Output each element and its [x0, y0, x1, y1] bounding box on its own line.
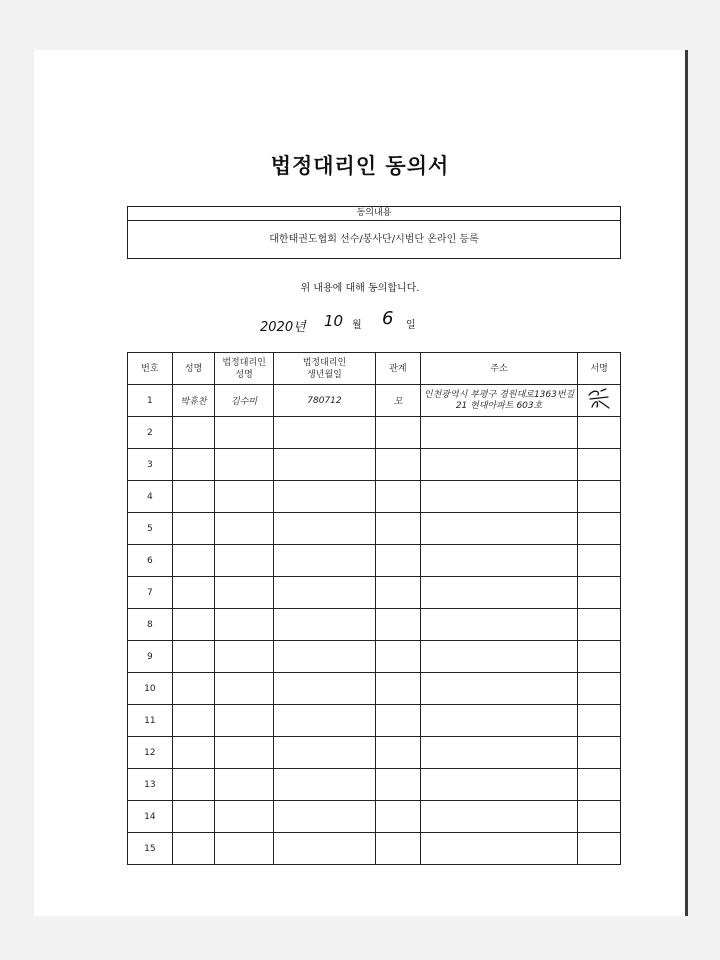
consent-header: 동의내용 [128, 207, 620, 221]
address-cell [420, 673, 578, 705]
table-row [128, 577, 621, 609]
col-header-guardian-birth: 법정대리인 생년월일 [273, 353, 375, 385]
guardian-birthdate-cell [273, 833, 375, 865]
row-number-cell: 3 [128, 449, 173, 481]
date-year: 2020년 [260, 320, 306, 335]
table-row [128, 545, 621, 577]
table-row [128, 673, 621, 705]
guardian-name-cell [215, 513, 274, 545]
student-name-cell [172, 417, 215, 449]
date-day-label: 일 [406, 320, 416, 331]
signature-cell [578, 481, 621, 513]
table-row [128, 641, 621, 673]
table-row [128, 449, 621, 481]
relation-cell [376, 769, 421, 801]
table-row [128, 705, 621, 737]
page-title: 법정대리인 동의서 [270, 154, 450, 178]
student-name-cell [172, 545, 215, 577]
row-number-cell: 4 [128, 481, 173, 513]
agreement-text: 위 내용에 대해 동의합니다. [300, 283, 420, 294]
signature-cell [578, 801, 621, 833]
address-cell [420, 737, 578, 769]
guardian-birthdate-cell [273, 481, 375, 513]
table-row [128, 801, 621, 833]
student-name-cell [172, 449, 215, 481]
col-header-address: 주소 [420, 353, 578, 385]
guardian-birthdate-cell [273, 769, 375, 801]
relation-cell [376, 513, 421, 545]
relation-cell [376, 577, 421, 609]
row-number-cell: 1 [128, 385, 173, 417]
table-row [128, 417, 621, 449]
signature-cell [578, 737, 621, 769]
table-row [128, 385, 621, 417]
guardian-name-cell [215, 769, 274, 801]
col-header-relation: 관계 [376, 353, 421, 385]
row-number-cell: 6 [128, 545, 173, 577]
address-cell: 인천광역시 부평구 경원대로1363번길 21 현대아파트 603호 [420, 385, 578, 417]
address-cell [420, 545, 578, 577]
signature-cell [578, 705, 621, 737]
guardian-name-cell: 김수미 [215, 385, 274, 417]
row-number-cell: 12 [128, 737, 173, 769]
col-header-name: 성명 [172, 353, 215, 385]
relation-cell [376, 801, 421, 833]
row-number-cell: 14 [128, 801, 173, 833]
date-month-label: 월 [352, 320, 362, 331]
guardian-birthdate-cell [273, 705, 375, 737]
table-row [128, 481, 621, 513]
guardian-name-cell [215, 737, 274, 769]
guardian-birthdate-cell [273, 513, 375, 545]
row-number-cell: 2 [128, 417, 173, 449]
relation-cell [376, 737, 421, 769]
relation-cell [376, 609, 421, 641]
col-header-guardian-name: 법정대리인 성명 [215, 353, 274, 385]
student-name-cell [172, 737, 215, 769]
guardian-birthdate-cell [273, 417, 375, 449]
guardian-birthdate-cell [273, 641, 375, 673]
address-cell [420, 449, 578, 481]
guardian-birthdate-cell [273, 801, 375, 833]
address-cell [420, 833, 578, 865]
relation-cell [376, 833, 421, 865]
guardian-birthdate-cell [273, 449, 375, 481]
student-name-cell [172, 577, 215, 609]
relation-cell [376, 705, 421, 737]
row-number-cell: 10 [128, 673, 173, 705]
address-cell [420, 641, 578, 673]
student-name-cell [172, 609, 215, 641]
col-header-number: 번호 [128, 353, 173, 385]
date-row [34, 308, 686, 338]
signature-cell [578, 577, 621, 609]
signature-cell [578, 385, 621, 417]
row-number-cell: 15 [128, 833, 173, 865]
student-name-cell [172, 833, 215, 865]
date-day: 6 [382, 308, 394, 329]
guardian-name-cell [215, 801, 274, 833]
guardian-name-cell [215, 705, 274, 737]
relation-cell [376, 545, 421, 577]
row-number-cell: 13 [128, 769, 173, 801]
relation-cell [376, 417, 421, 449]
guardian-birthdate-cell [273, 737, 375, 769]
address-cell [420, 609, 578, 641]
address-cell [420, 577, 578, 609]
signature-cell [578, 513, 621, 545]
signature-cell [578, 417, 621, 449]
signature-cell [578, 449, 621, 481]
guardian-name-cell [215, 545, 274, 577]
consent-box [127, 206, 621, 259]
guardian-name-cell [215, 449, 274, 481]
guardian-name-cell [215, 833, 274, 865]
guardian-name-cell [215, 641, 274, 673]
row-number-cell: 7 [128, 577, 173, 609]
table-row [128, 833, 621, 865]
guardian-name-cell [215, 417, 274, 449]
student-name-cell [172, 769, 215, 801]
table-header-row [128, 353, 621, 385]
guardian-name-cell [215, 577, 274, 609]
guardian-birthdate-cell [273, 673, 375, 705]
table-row [128, 769, 621, 801]
relation-cell: 모 [376, 385, 421, 417]
address-cell [420, 705, 578, 737]
guardian-name-cell [215, 673, 274, 705]
guardian-name-cell [215, 481, 274, 513]
consent-content: 대한태권도협회 선수/봉사단/시범단 온라인 등록 [269, 234, 479, 245]
address-cell [420, 513, 578, 545]
student-name-cell [172, 705, 215, 737]
signature-cell [578, 545, 621, 577]
guardian-birthdate-cell [273, 609, 375, 641]
row-number-cell: 9 [128, 641, 173, 673]
page-edge-line [685, 50, 688, 916]
address-cell [420, 801, 578, 833]
relation-cell [376, 449, 421, 481]
handwritten-signature-icon [586, 387, 612, 411]
row-number-cell: 11 [128, 705, 173, 737]
student-name-cell [172, 513, 215, 545]
table-body [128, 385, 621, 865]
row-number-cell: 5 [128, 513, 173, 545]
date-month: 10 [324, 312, 344, 330]
relation-cell [376, 673, 421, 705]
student-name-cell [172, 801, 215, 833]
guardian-name-cell [215, 609, 274, 641]
signature-cell [578, 833, 621, 865]
relation-cell [376, 641, 421, 673]
table-row [128, 609, 621, 641]
row-number-cell: 8 [128, 609, 173, 641]
relation-cell [376, 481, 421, 513]
student-name-cell [172, 481, 215, 513]
student-name-cell [172, 641, 215, 673]
guardian-birthdate-cell [273, 577, 375, 609]
signature-cell [578, 673, 621, 705]
signature-cell [578, 769, 621, 801]
address-cell [420, 481, 578, 513]
table-row [128, 513, 621, 545]
col-header-signature: 서명 [578, 353, 621, 385]
address-cell [420, 417, 578, 449]
guardian-birthdate-cell [273, 545, 375, 577]
student-name-cell: 박휴찬 [172, 385, 215, 417]
table-row [128, 737, 621, 769]
document-page [34, 50, 686, 916]
signature-cell [578, 641, 621, 673]
guardian-table [127, 352, 621, 865]
address-cell [420, 769, 578, 801]
guardian-birthdate-cell: 780712 [273, 385, 375, 417]
student-name-cell [172, 673, 215, 705]
signature-cell [578, 609, 621, 641]
